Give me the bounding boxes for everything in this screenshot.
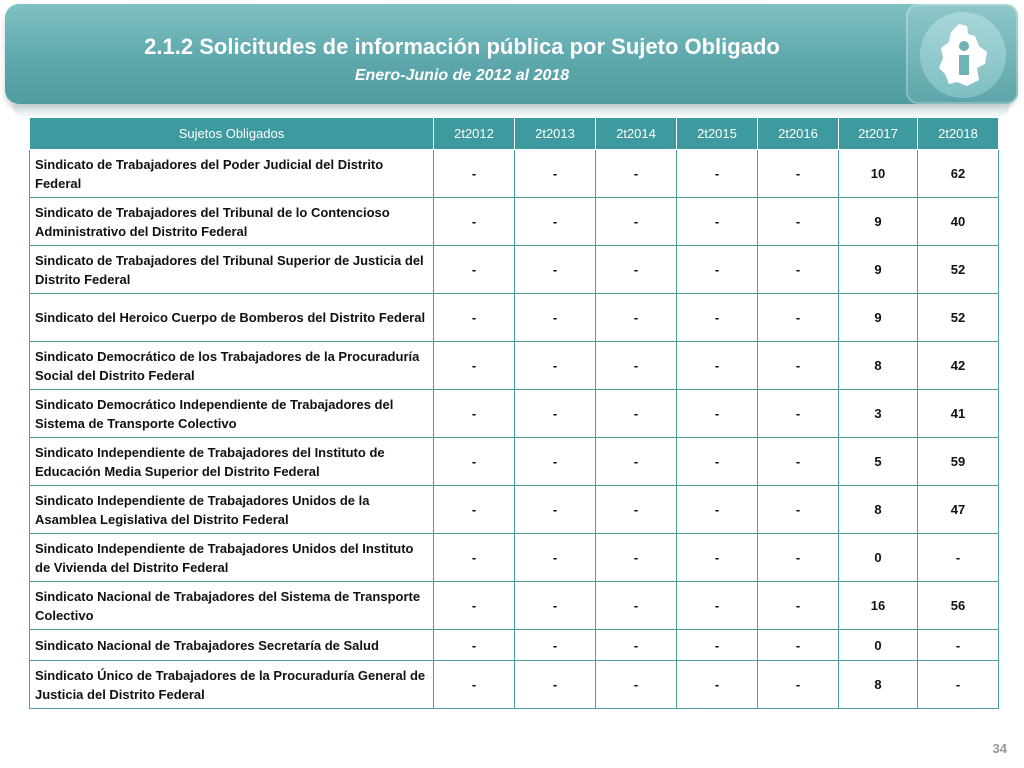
subject-name-cell: Sindicato Independiente de Trabajadores Unidos de la Asamblea Legislativa del Distrito Federal bbox=[30, 486, 434, 534]
value-cell: - bbox=[758, 582, 839, 630]
page-subtitle: Enero-Junio de 2012 al 2018 bbox=[354, 67, 570, 84]
value-cell: - bbox=[434, 246, 515, 294]
subject-name-cell: Sindicato Nacional de Trabajadores Secretaría de Salud bbox=[30, 630, 434, 661]
table-body bbox=[30, 150, 999, 709]
value-cell: - bbox=[677, 342, 758, 390]
value-cell: - bbox=[596, 582, 677, 630]
column-header-2t2014: 2t2014 bbox=[596, 118, 677, 150]
table-row bbox=[30, 534, 999, 582]
value-cell: 5 bbox=[839, 438, 918, 486]
table-row bbox=[30, 486, 999, 534]
value-cell: - bbox=[596, 534, 677, 582]
column-header-2t2013: 2t2013 bbox=[515, 118, 596, 150]
value-cell: - bbox=[758, 661, 839, 709]
value-cell: - bbox=[515, 246, 596, 294]
value-cell: - bbox=[434, 661, 515, 709]
value-cell: - bbox=[596, 198, 677, 246]
value-cell: - bbox=[515, 534, 596, 582]
value-cell: 3 bbox=[839, 390, 918, 438]
column-header-subject: Sujetos Obligados bbox=[30, 118, 434, 150]
value-cell: - bbox=[596, 342, 677, 390]
subject-name-cell: Sindicato de Trabajadores del Tribunal de lo Contencioso Administrativo del Distrito Federal bbox=[30, 198, 434, 246]
value-cell: 62 bbox=[918, 150, 999, 198]
value-cell: - bbox=[758, 438, 839, 486]
value-cell: - bbox=[596, 294, 677, 342]
value-cell: - bbox=[758, 390, 839, 438]
value-cell: 8 bbox=[839, 342, 918, 390]
subject-name-cell: Sindicato Único de Trabajadores de la Procuraduría General de Justicia del Distrito Federal bbox=[30, 661, 434, 709]
value-cell: - bbox=[918, 630, 999, 661]
value-cell: - bbox=[677, 582, 758, 630]
value-cell: - bbox=[677, 630, 758, 661]
value-cell: - bbox=[434, 534, 515, 582]
column-header-2t2016: 2t2016 bbox=[758, 118, 839, 150]
subject-name-cell: Sindicato Independiente de Trabajadores del Instituto de Educación Media Superior del Distrito Federal bbox=[30, 438, 434, 486]
value-cell: - bbox=[758, 630, 839, 661]
value-cell: 9 bbox=[839, 294, 918, 342]
value-cell: - bbox=[677, 390, 758, 438]
value-cell: - bbox=[758, 534, 839, 582]
subject-name-cell: Sindicato Nacional de Trabajadores del Sistema de Transporte Colectivo bbox=[30, 582, 434, 630]
value-cell: 42 bbox=[918, 342, 999, 390]
table-header-row bbox=[30, 118, 999, 150]
value-cell: - bbox=[596, 438, 677, 486]
subject-name-cell: Sindicato de Trabajadores del Tribunal Superior de Justicia del Distrito Federal bbox=[30, 246, 434, 294]
value-cell: - bbox=[677, 294, 758, 342]
column-header-2t2015: 2t2015 bbox=[677, 118, 758, 150]
value-cell: - bbox=[434, 630, 515, 661]
table-row bbox=[30, 438, 999, 486]
value-cell: - bbox=[677, 486, 758, 534]
subject-name-cell: Sindicato de Trabajadores del Poder Judicial del Distrito Federal bbox=[30, 150, 434, 198]
value-cell: - bbox=[918, 661, 999, 709]
value-cell: - bbox=[677, 198, 758, 246]
value-cell: 10 bbox=[839, 150, 918, 198]
value-cell: - bbox=[434, 150, 515, 198]
subject-name-cell: Sindicato Independiente de Trabajadores Unidos del Instituto de Vivienda del Distrito Federal bbox=[30, 534, 434, 582]
subject-name-cell: Sindicato Democrático Independiente de Trabajadores del Sistema de Transporte Colectivo bbox=[30, 390, 434, 438]
value-cell: - bbox=[596, 486, 677, 534]
value-cell: - bbox=[596, 246, 677, 294]
value-cell: - bbox=[596, 150, 677, 198]
value-cell: - bbox=[918, 534, 999, 582]
subject-name-cell: Sindicato Democrático de los Trabajadores de la Procuraduría Social del Distrito Federal bbox=[30, 342, 434, 390]
value-cell: 16 bbox=[839, 582, 918, 630]
value-cell: - bbox=[434, 390, 515, 438]
table-row bbox=[30, 630, 999, 661]
value-cell: 52 bbox=[918, 294, 999, 342]
table-row bbox=[30, 150, 999, 198]
value-cell: 8 bbox=[839, 661, 918, 709]
value-cell: - bbox=[515, 661, 596, 709]
table-row bbox=[30, 198, 999, 246]
value-cell: - bbox=[434, 486, 515, 534]
value-cell: - bbox=[515, 294, 596, 342]
table-row bbox=[30, 390, 999, 438]
value-cell: - bbox=[434, 438, 515, 486]
value-cell: - bbox=[758, 246, 839, 294]
value-cell: - bbox=[677, 150, 758, 198]
value-cell: - bbox=[758, 150, 839, 198]
column-header-2t2018: 2t2018 bbox=[918, 118, 999, 150]
table-row bbox=[30, 246, 999, 294]
value-cell: - bbox=[515, 486, 596, 534]
requests-table bbox=[29, 117, 999, 709]
value-cell: 9 bbox=[839, 198, 918, 246]
value-cell: 56 bbox=[918, 582, 999, 630]
value-cell: 59 bbox=[918, 438, 999, 486]
value-cell: - bbox=[596, 390, 677, 438]
value-cell: - bbox=[434, 342, 515, 390]
value-cell: - bbox=[515, 630, 596, 661]
page-number: 34 bbox=[992, 741, 1007, 756]
subject-name-cell: Sindicato del Heroico Cuerpo de Bomberos del Distrito Federal bbox=[30, 294, 434, 342]
value-cell: - bbox=[434, 198, 515, 246]
value-cell: - bbox=[515, 342, 596, 390]
column-header-2t2017: 2t2017 bbox=[839, 118, 918, 150]
value-cell: - bbox=[758, 198, 839, 246]
logo bbox=[906, 4, 1018, 104]
value-cell: - bbox=[434, 294, 515, 342]
logo-disc bbox=[920, 12, 1006, 98]
value-cell: - bbox=[758, 342, 839, 390]
table-row bbox=[30, 582, 999, 630]
column-header-2t2012: 2t2012 bbox=[434, 118, 515, 150]
value-cell: 52 bbox=[918, 246, 999, 294]
value-cell: 40 bbox=[918, 198, 999, 246]
value-cell: 9 bbox=[839, 246, 918, 294]
value-cell: - bbox=[677, 534, 758, 582]
value-cell: - bbox=[515, 390, 596, 438]
value-cell: - bbox=[596, 661, 677, 709]
value-cell: - bbox=[515, 150, 596, 198]
value-cell: 0 bbox=[839, 534, 918, 582]
value-cell: - bbox=[758, 486, 839, 534]
value-cell: 8 bbox=[839, 486, 918, 534]
value-cell: - bbox=[677, 246, 758, 294]
cdmx-map-info-icon bbox=[937, 22, 989, 88]
table-row bbox=[30, 294, 999, 342]
value-cell: - bbox=[758, 294, 839, 342]
value-cell: - bbox=[677, 438, 758, 486]
value-cell: - bbox=[515, 438, 596, 486]
table-row bbox=[30, 342, 999, 390]
value-cell: - bbox=[515, 198, 596, 246]
value-cell: - bbox=[434, 582, 515, 630]
value-cell: 41 bbox=[918, 390, 999, 438]
value-cell: - bbox=[596, 630, 677, 661]
value-cell: - bbox=[515, 582, 596, 630]
table-row bbox=[30, 661, 999, 709]
title-banner bbox=[5, 4, 1017, 104]
page-title: 2.1.2 Solicitudes de información pública por Sujeto Obligado bbox=[144, 34, 780, 59]
value-cell: 0 bbox=[839, 630, 918, 661]
value-cell: - bbox=[677, 661, 758, 709]
value-cell: 47 bbox=[918, 486, 999, 534]
